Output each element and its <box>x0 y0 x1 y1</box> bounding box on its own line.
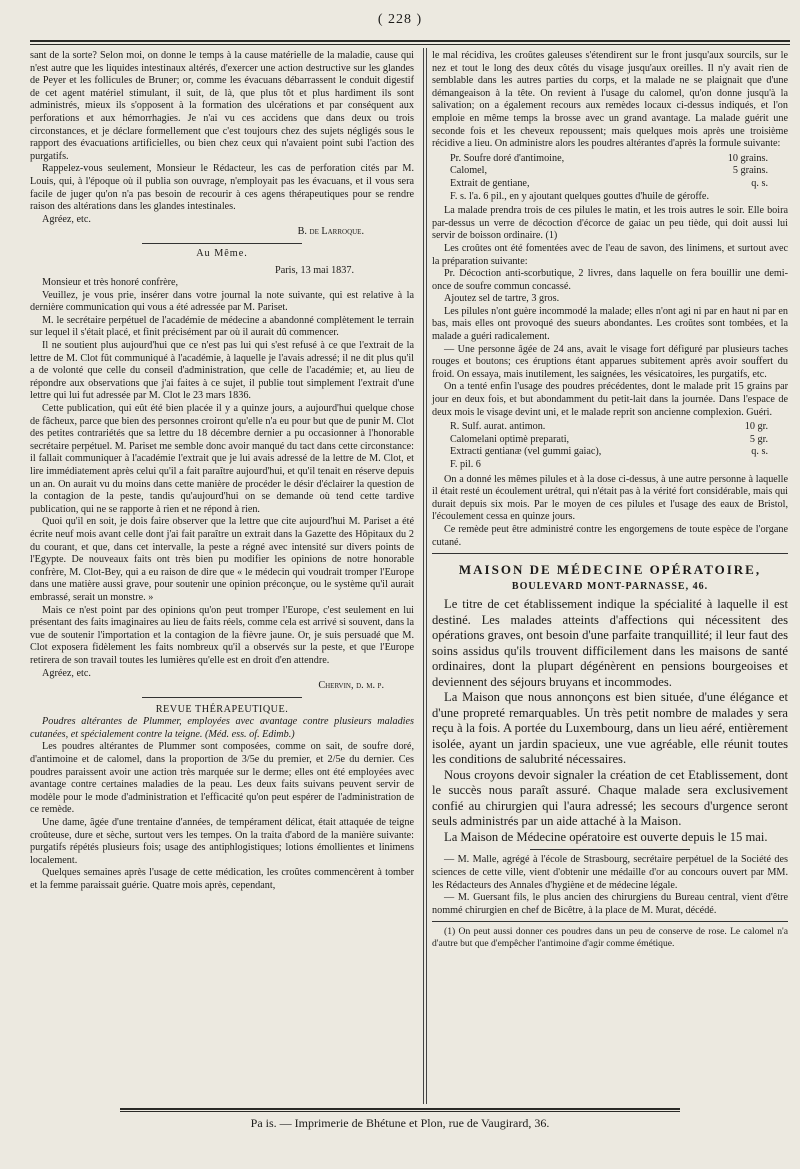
rx-qty: q. s. <box>751 177 768 189</box>
prescription-row <box>450 421 788 434</box>
announcement-address: BOULEVARD MONT-PARNASSE, 46. <box>511 580 709 592</box>
rx-note: F. pil. 6 <box>450 459 481 470</box>
paragraph: Quelques semaines après l'usage de cette médication, les croûtes commencèrent à tomber et la femme paraissait guérie. Quatre mois après, cependant, <box>30 867 414 891</box>
section-title: REVUE THÉRAPEUTIQUE. <box>155 703 289 715</box>
paragraph: Les croûtes ont été fomentées avec de l'eau de savon, des linimens, et surtout avec la préparation suivante: <box>432 242 788 267</box>
page-number: ( 228 ) <box>377 12 423 27</box>
letter-heading: Au Même. <box>196 247 248 259</box>
announcement-body <box>432 597 788 845</box>
rx-qty: 10 gr. <box>744 421 768 433</box>
paragraph: sant de la sorte? Selon moi, on donne le temps à la cause matérielle de la maladie, cause qui n'est autre que les liquides intestinaux altérés, d'exercer une action destructive sur les glandes de Peyer et les follicules de Bruner; or, comme les évacuans débarrassent le conduit digestif de cet agent matériel stimulant, il suit, de là, que plus tôt et plus hardiment ils sont administrés, mieux ils s'opposent à la formation des ulcérations et par conséquent aux perforations et aux hémorrhagies. Je n'ai vu ces accidens que dans deux ou trois circonstances, et je déclare formellement que c'est toujours chez des sujets négligés sous le rapport des évacuations artificielles, ou bien chez ceux qui n'avaient point subi l'action des purgatifs. <box>30 50 414 162</box>
paragraph: Une dame, âgée d'une trentaine d'années, de tempérament délicat, était attaquée de teigne croûteuse, dure et sèche, surtout vers les tempes. On la traita d'abord de la manière suivante: purgatifs répétés plusieurs fois; usage des antiphlogistiques; lotions émollientes et linimens localement. <box>30 817 414 866</box>
imprint-line: Pa is. — Imprimerie de Bhétune et Plon, rue de Vaugirard, 36. <box>250 1116 550 1130</box>
rx-qty: 10 grains. <box>727 152 768 164</box>
prescription-2 <box>450 421 788 471</box>
paragraph: Nous croyons devoir signaler la création de cet Etablissement, dont le succès nous paraît assuré. Chaque malade sera exclusivement confié au chirurgien qui l'aura adressé; les secours d'urgence seront seuls administrés par un aide attaché à la Maison. <box>432 767 788 829</box>
news-item: — M. Guersant fils, le plus ancien des chirurgiens du Bureau central, vient d'être nommé chirurgien en chef de Bicêtre, à la place de M. Murat, décédé. <box>432 892 788 916</box>
rx-item: Extrait de gentiane, <box>450 177 530 189</box>
closing: Agréez, etc. <box>42 213 91 225</box>
left-column <box>30 50 414 893</box>
divider <box>432 921 788 922</box>
divider <box>142 243 302 244</box>
rx-item: Pr. Soufre doré d'antimoine, <box>450 152 565 164</box>
footnote: (1) On peut aussi donner ces poudres dans un peu de conserve de rose. Le calomel n'a d'autre but que d'empêcher l'antimoine d'agir comme émétique. <box>432 926 788 950</box>
paragraph: Quoi qu'il en soit, je dois faire observer que la lettre que cite aujourd'hui M. Pariset a été écrite neuf mois avant celle dont j'ai fait paraître un extrait dans la Gazette des Hôpitaux du 2 du courant, et que, dans cet intervalle, la peste a régné avec intensité sur divers points de l'Egypte. De nouveaux faits ont très bien pu modifier les opinions de notre honorable confrère, M. Clot-Bey, qui a eu raison de dire que « le médecin qui voudrait tromper l'Europe dans une matière aussi grave, pour soutenir une opinion préconçue, ou le système qu'il aurait embrassé, serait un monstre. » <box>30 516 414 603</box>
prescription-row <box>450 446 788 459</box>
paragraph: — Une personne âgée de 24 ans, avait le visage fort défiguré par plusieurs taches rouges et boutons; ces éruptions étant apparues subitement après avoir souffert du froid. On essaya, mais inutilement, les saignées, les vésicatoires, les purgatifs, etc. <box>432 343 788 380</box>
prescription-1 <box>450 153 788 203</box>
rx-item: Calomelani optimè preparati, <box>450 433 570 445</box>
rx-qty: 5 grains. <box>732 165 768 177</box>
paragraph: M. le secrétaire perpétuel de l'académie de médecine a abandonné complètement le terrain sur lequel il s'était placé, et finit précisément par où il aurait dû commencer. <box>30 314 414 339</box>
rx-item: R. Sulf. aurat. antimon. <box>450 421 546 433</box>
bottom-rule <box>120 1108 680 1112</box>
closing: Agréez, etc. <box>42 667 91 679</box>
news-item: — M. Malle, agrégé à l'école de Strasbourg, secrétaire perpétuel de la Société des sciences de cette ville, vient d'obtenir une médaille d'or au concours ouvert par MM. les Rédacteurs des Annales d'hygiène et de médecine légale. <box>432 854 788 891</box>
prescription-row <box>450 434 788 447</box>
paragraph: La Maison que nous annonçons est bien située, d'une élégance et d'une propreté remarquables. Un très petit nombre de malades y sera reçu à la fois. A portée du Luxembourg, dans un lieu aéré, entièrement isolée, ayant un jardin spacieux, une vue agréable, elle réunit toutes les conditions de salubrité nécessaires. <box>432 690 788 767</box>
signature-chervin: Chervin, d. m. p. <box>318 680 384 692</box>
paragraph: le mal récidiva, les croûtes galeuses s'étendirent sur le front jusqu'aux sourcils, sur le nez et tout le long des deux côtés du visage jusqu'aux oreilles. Il n'y avait rien de semblable dans les autres parties du corps, et la malade ne se plaignait que d'une démangeaison à la tête. On revient à l'usage du calomel, qu'on donne jusqu'à la salivation; on a également recours aux remèdes locaux ci-dessus indiqués, et l'on emploie en même temps la brosse avec un grand avantage. La malade guérit une seconde fois et les cheveux repoussent; mais quelques mois après une troisième récidive a lieu. On administre alors les poudres altérantes d'après la formule suivante: <box>432 50 788 150</box>
prescription-row <box>450 165 788 178</box>
paragraph: La malade prendra trois de ces pilules le matin, et les trois autres le soir. Elle boira par-dessus un verre de décoction d'écorce de gaiac un peu tiède, qui doit aussi lui servir de boisson ordinaire. (1) <box>432 205 788 242</box>
paragraph: La Maison de Médecine opératoire est ouverte depuis le 15 mai. <box>444 829 768 844</box>
rx-qty: q. s. <box>751 446 768 458</box>
rx-item: Calomel, <box>450 165 488 177</box>
prescription-row <box>450 153 788 166</box>
paragraph: Le titre de cet établissement indique la spécialité à laquelle il est destiné. Les malades atteints d'affections qui nécessitent des opérations graves, ont besoin d'une parfaite tranquillité; il leur faut des soins assidus qu'ils trouvent difficilement dans les maisons de santé ordinaires, dont la plupart dégénèrent en pensions bourgeoises et deviennent des séjours bruyans et incommodes. <box>432 597 788 689</box>
prescription-row <box>450 178 788 191</box>
letter-date: Paris, 13 mai 1837. <box>275 264 354 276</box>
paragraph: Cette publication, qui eût été bien placée il y a quinze jours, a aujourd'hui quelque chose de fâcheux, parce que bien des personnes croiront qu'elle n'a eu pour but que de punir M. Clot des petites contrariétés que sa lettre du 18 décembre dernier a pu occasionner à l'honorable secrétaire perpétuel. M. Pariset me semble donc avoir manqué du tact dans cette circonstance: il fallait communiquer à l'académie l'extrait que je lui avais adressé de la lettre de M. Clot, et lire immédiatement après celui qu'il a fait paraître aujourd'hui, et qu'il tenait en réserve depuis un an. On aurait vu du moins dans cette manière de procéder le désir d'éclairer la question de la contagion de la peste, tandis qu'aujourd'hui on se demande où tend cette tardive publication, qui ne se rapporte à rien et ne répond à rien. <box>30 403 414 515</box>
paragraph: Veuillez, je vous prie, insérer dans votre journal la note suivante, qui est relative à la dernière communication qui vous a été adressée par M. Pariset. <box>30 289 414 314</box>
divider <box>432 553 788 554</box>
rx-item: Extracti gentianæ (vel gummi gaiac), <box>450 446 602 458</box>
rx-note: F. s. l'a. 6 pil., en y ajoutant quelques gouttes d'huile de géroffe. <box>450 190 709 202</box>
paragraph: On a tenté enfin l'usage des poudres précédentes, dont le malade prit 15 grains par jour en deux fois, et but abondamment du petit-lait dans la journée. Dans l'espace de deux mois le visage devint uni, et le malade reprit son ancienne complexion. Guéri. <box>432 381 788 418</box>
right-column <box>432 50 788 950</box>
paragraph: On a donné les mêmes pilules et à la dose ci-dessus, à une autre personne à laquelle il était resté un écoulement urétral, qui n'était pas à la vérité fort considérable, mais qui durait depuis six mois. Par le moyen de ces pilules et l'usage des eaux de Bristol, l'écoulement cessa en quinze jours. <box>432 473 788 523</box>
divider <box>142 697 302 698</box>
top-rule <box>30 40 790 45</box>
divider <box>530 849 690 850</box>
paragraph: Mais ce n'est point par des opinions qu'on peut tromper l'Europe, c'est seulement en lui présentant des faits imaginaires au lieu de faits réels, comme cela est arrivé si souvent, dans la vue de soutenir l'importation et la contagion de la fièvre jaune. Or, je suis persuadé que M. Clot exposera fidèlement les faits nombreux qu'il a observés sur la peste, et que l'Europe retirera de son travail toutes les lumières qu'elle est en droit d'en attendre. <box>30 604 414 666</box>
signature-larroque: B. de Larroque. <box>297 226 364 238</box>
column-separator <box>423 48 427 1104</box>
paragraph: Ce remède peut être administré contre les engorgemens de toute espèce de l'organe cutané. <box>432 523 788 548</box>
paragraph: Les poudres altérantes de Plummer sont composées, comme on sait, de soufre doré, d'antimoine et de calomel, dans la proportion de 3/5e du premier, et 2/5e du dernier. Ces poudres paraissent avoir une action très marquée sur le derme; elles ont été employées avec avantage contre certaines maladies de la peau. Les deux faits suivans peuvent servir de modèle pour le mode d'administration et l'efficacité qu'on peut espérer de l'administration de ce remède. <box>30 741 414 816</box>
announcement-title: MAISON DE MÉDECINE OPÉRATOIRE, <box>458 562 762 578</box>
paragraph: Rappelez-vous seulement, Monsieur le Rédacteur, les cas de perforation cités par M. Louis, qui, à l'époque où il publia son ouvrage, n'employait pas les évacuans, et il vous sera facile de juger qu'on n'a pas besoin de recourir à ces agens thérapeutiques pour se rendre raison des altérations dans les glandes intestinales. <box>30 163 414 213</box>
paragraph: Ajoutez sel de tartre, 3 gros. <box>444 293 560 305</box>
rx-qty: 5 gr. <box>749 433 768 445</box>
paragraph: Les pilules n'ont guère incommodé la malade; elles n'ont agi ni par en haut ni par en bas, mais elles ont provoqué des sueurs abondantes. Les croûtes sont tombées, et la malade a guéri radicalement. <box>432 305 788 343</box>
article-subtitle: Poudres altérantes de Plummer, employées avec avantage contre plusieurs maladies cutanées, et spécialement contre la teigne. (Méd. ess. of. Edimb.) <box>30 716 414 740</box>
salutation: Monsieur et très honoré confrère, <box>42 277 179 289</box>
paragraph: Il ne soutient plus aujourd'hui que ce n'est pas lui qui s'est refusé à ce que l'extrait de la lettre de M. Clot fût communiqué à l'académie, à laquelle je l'avais adressé; il ne dit plus qu'il a de volonté que celle du conseil d'administration, que celle de l'académie; et, au lieu de répondre aux observations que j'ai faites à ce sujet, il publie tout simplement l'extrait d'une lettre qui lui fut adressée par M. Clot le 23 mars 1836. <box>30 340 414 402</box>
paragraph: Pr. Décoction anti-scorbutique, 2 livres, dans laquelle on fera bouillir une demi-once de soufre commun concassé. <box>432 268 788 292</box>
